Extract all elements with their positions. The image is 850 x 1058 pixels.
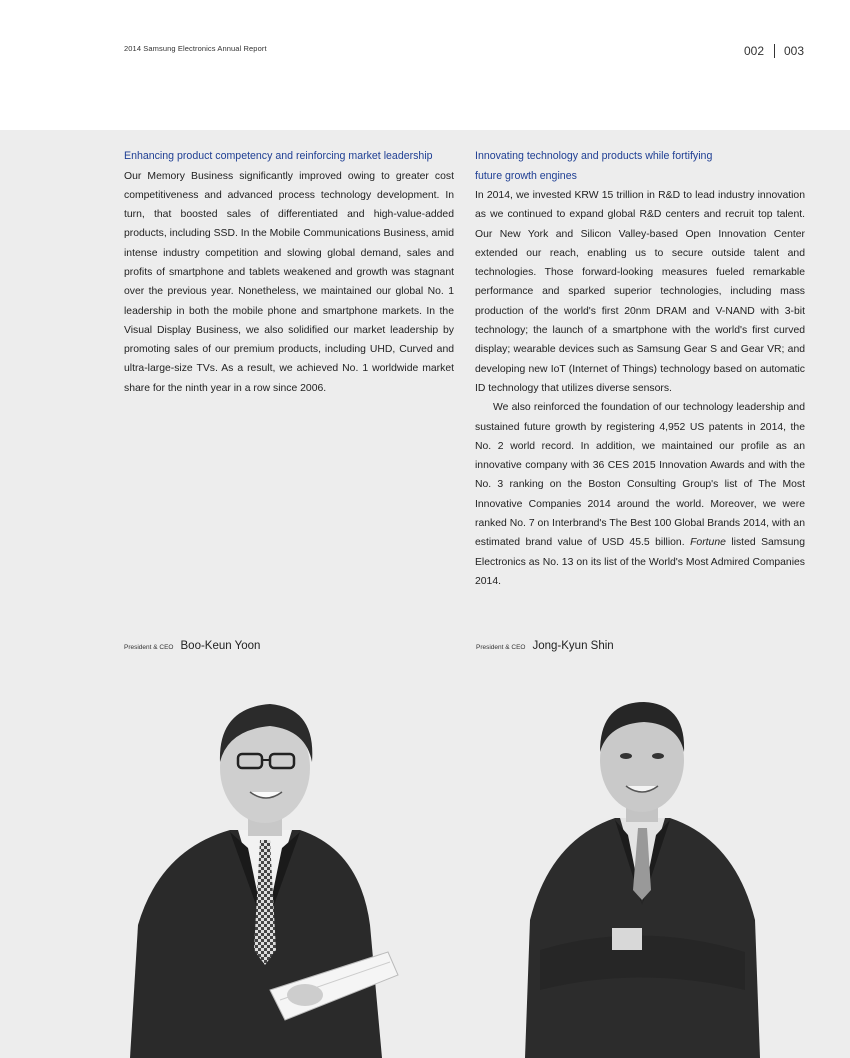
portrait-jong-kyun-shin bbox=[520, 690, 765, 1058]
right-heading-line-2: future growth engines bbox=[475, 169, 577, 182]
right-paragraph-1: In 2014, we invested KRW 15 trillion in R&D to lead industry innovation as we continued to expand global R&D centers and recruit top talent. Our New York and Silicon Valley-based Open Innovation Center extended our reach, enabling us to secure outside talent and technologies. Those forward-looking measures fueled remarkable performance and sparked superior technologies, including mass production of the world's first 20nm DRAM and V-NAND with 3-bit technology; the launch of a smartphone with the world's first curved display; wearable devices such as Samsung Gear S and Gear VR; and developing new IoT (Internet of Things) technology based on automatic ID technology that utilizes diverse sensors. bbox=[475, 190, 805, 394]
executive-caption-right bbox=[476, 636, 614, 654]
left-paragraph: Our Memory Business significantly improved owing to greater cost competitiveness and advanced process technology development. In turn, that boosted sales of differentiated and high-value-added products, including SSD. In the Mobile Communications Business, amid intense industry competition and slowing global demand, sales and profits of smartphone and tablets weakened and growth was stagnant over the previous year. Nonetheless, we maintained our global No. 1 leadership in both the mobile phone and smartphone markets. In the Visual Display Business, we also solidified our market leadership by promoting sales of our premium products, including UHD, Curved and ultra-large-size TVs. As a result, we achieved No. 1 worldwide market share for the ninth year in a row since 2006. bbox=[124, 170, 454, 394]
executive-title: President & CEO bbox=[124, 644, 174, 651]
fortune-italic: Fortune bbox=[690, 537, 726, 549]
right-paragraph-2 bbox=[475, 398, 805, 591]
page-header bbox=[0, 0, 850, 130]
report-title: 2014 Samsung Electronics Annual Report bbox=[124, 44, 267, 53]
page-number-right: 003 bbox=[784, 44, 805, 58]
right-heading-line-1: Innovating technology and products while fortifying bbox=[475, 150, 713, 162]
executive-caption-left bbox=[124, 636, 260, 654]
page-number-divider bbox=[774, 44, 775, 58]
right-column bbox=[475, 147, 805, 591]
right-heading bbox=[475, 147, 805, 186]
left-heading: Enhancing product competency and reinforcing market leadership bbox=[124, 150, 433, 162]
executive-name: Jong-Kyun Shin bbox=[532, 640, 614, 652]
executive-name: Boo-Keun Yoon bbox=[180, 640, 261, 652]
executive-title: President & CEO bbox=[476, 644, 526, 651]
page-number-left: 002 bbox=[744, 44, 765, 58]
left-column bbox=[124, 147, 454, 398]
right-paragraph-2-text-a: We also reinforced the foundation of our technology leadership and sustained future growth by registering 4,952 US patents in 2014, the No. 2 world record. In addition, we maintained our profile as an innovative company with 36 CES 2015 Innovation Awards and with the No. 3 ranking on the Boston Consulting Group's list of The Most Innovative Companies 2014 around the world. Moreover, we were ranked No. 7 on Interbrand's The Best 100 Global Brands 2014, with an estimated brand value of USD 45.5 billion. bbox=[475, 402, 805, 549]
portrait-boo-keun-yoon bbox=[120, 690, 410, 1058]
right-paragraph-2-text-b: listed Samsung Electronics as No. 13 on its list of the World's Most Admired Companies 2014. bbox=[475, 537, 805, 587]
